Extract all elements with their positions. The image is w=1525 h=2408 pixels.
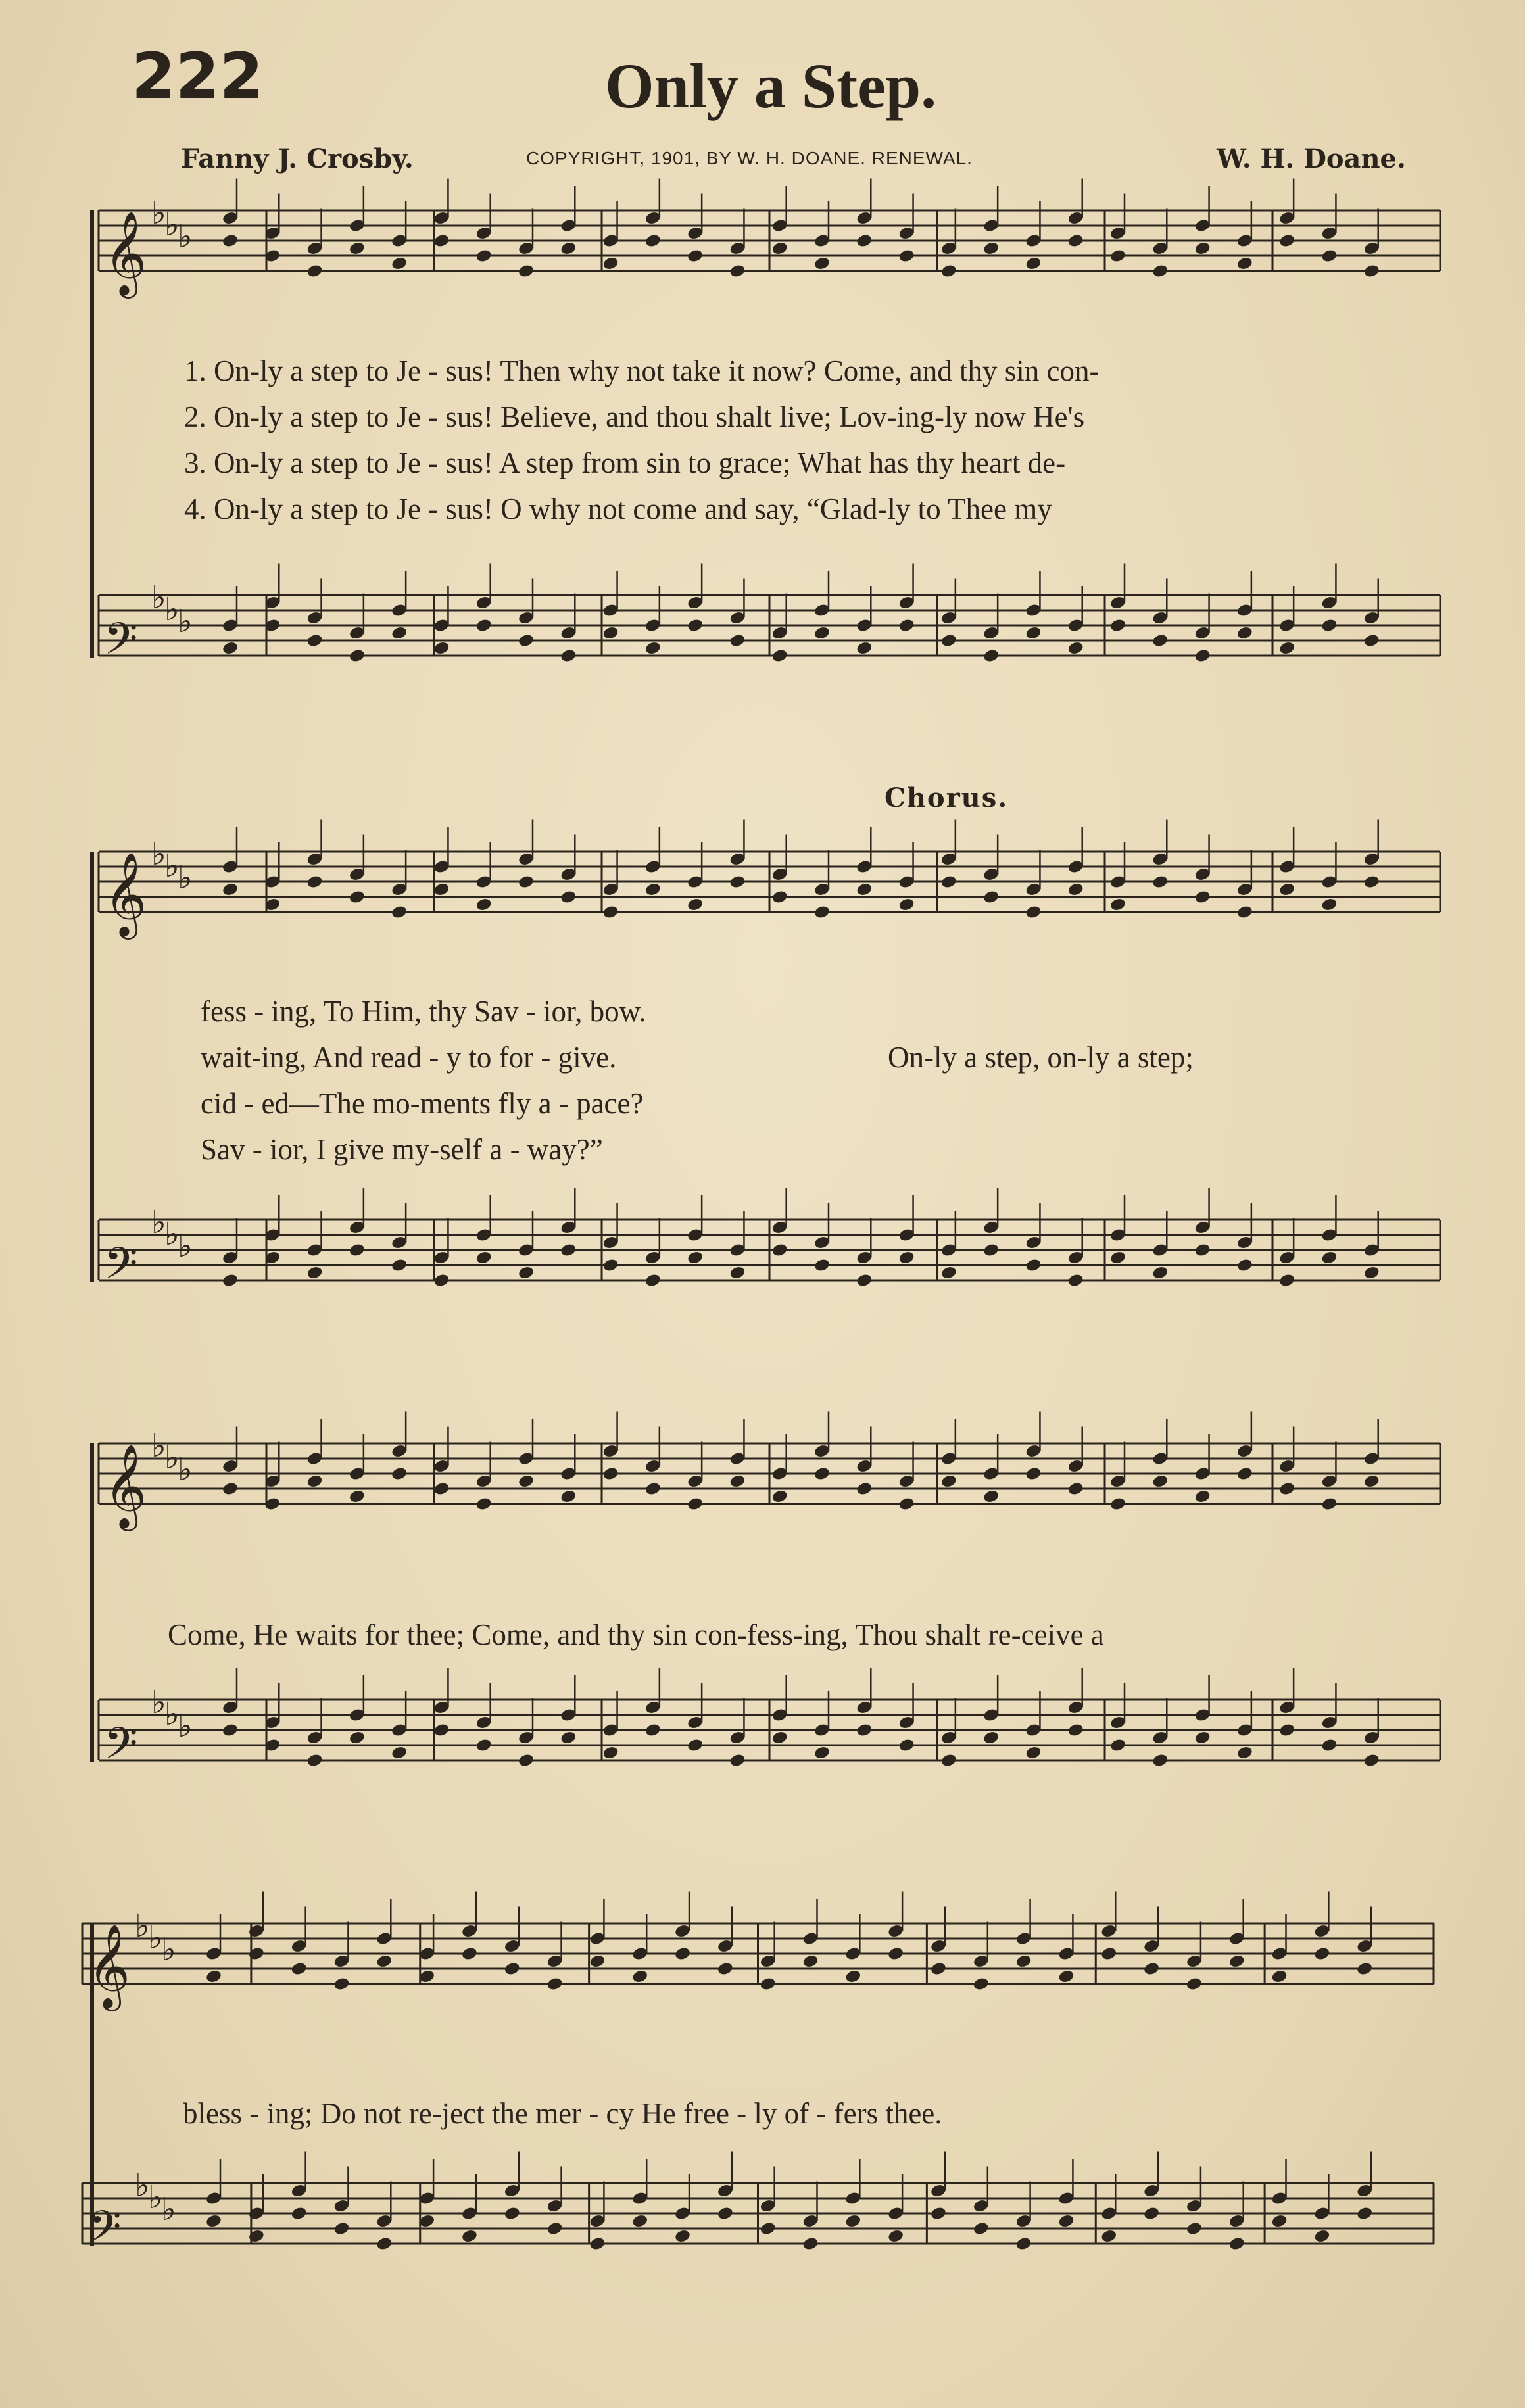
note-head — [813, 1466, 831, 1481]
note-head — [940, 633, 957, 648]
note-head — [1236, 256, 1253, 271]
note-head — [973, 1977, 990, 1992]
note-head — [504, 2206, 521, 2221]
system4-line: bless - ing; Do not re-ject the mer - cy He free - ly of - fers thee. — [183, 2097, 942, 2130]
treble-clef-icon: 𝄞 — [104, 852, 147, 936]
note-head — [1151, 633, 1169, 648]
note-head — [546, 1977, 563, 1992]
note-head — [222, 1481, 239, 1497]
note-head — [844, 1969, 861, 1984]
page-number: 222 — [132, 39, 264, 113]
note-head — [729, 264, 746, 279]
treble-clef-icon: 𝄞 — [87, 1923, 131, 2008]
note-head — [1067, 882, 1084, 897]
note-head — [813, 256, 831, 271]
note-head — [518, 633, 535, 648]
note-head — [729, 875, 746, 890]
note-head — [291, 2206, 308, 2221]
note-head — [729, 1474, 746, 1489]
note-head — [771, 648, 788, 663]
note-head — [898, 1738, 915, 1753]
note-head — [674, 2228, 691, 2244]
note-head — [1025, 1258, 1042, 1273]
note-head — [546, 2221, 563, 2236]
note-head — [518, 1265, 535, 1280]
note-head — [1236, 905, 1253, 920]
note-head — [349, 1489, 366, 1504]
note-head — [205, 2213, 222, 2228]
flat-icon: ♭ — [178, 1708, 193, 1745]
note-head — [631, 2213, 648, 2228]
note-head — [375, 2236, 393, 2251]
note-head — [1109, 249, 1126, 264]
note-head — [898, 1497, 915, 1512]
note-head — [813, 1258, 831, 1273]
flat-icon: ♭ — [151, 1428, 166, 1464]
note-head — [1320, 1250, 1338, 1265]
note-head — [930, 2206, 947, 2221]
note-head — [433, 882, 450, 897]
note-head — [1109, 618, 1126, 633]
note-head — [1194, 1243, 1211, 1258]
author-credit: Fanny J. Crosby. — [181, 143, 414, 174]
note-head — [433, 640, 450, 656]
note-head — [1025, 905, 1042, 920]
note-head — [687, 1250, 704, 1265]
note-head — [802, 2236, 819, 2251]
note-head — [291, 1962, 308, 1977]
note-head — [973, 2221, 990, 2236]
note-head — [856, 640, 873, 656]
note-head — [1143, 2206, 1160, 2221]
note-head — [813, 1745, 831, 1760]
note-head — [306, 633, 323, 648]
note-head — [1356, 1962, 1373, 1977]
flat-icon: ♭ — [164, 591, 180, 628]
flat-icon: ♭ — [135, 2167, 150, 2204]
note-head — [1313, 1946, 1330, 1962]
note-head — [306, 1265, 323, 1280]
note-head — [1025, 625, 1042, 640]
note-head — [349, 1730, 366, 1745]
note-head — [687, 618, 704, 633]
note-head — [391, 1258, 408, 1273]
note-head — [602, 1258, 619, 1273]
note-head — [602, 256, 619, 271]
note-head — [856, 233, 873, 249]
note-head — [687, 897, 704, 912]
note-head — [222, 233, 239, 249]
note-head — [644, 640, 662, 656]
note-head — [333, 2221, 350, 2236]
note-head — [1320, 1497, 1338, 1512]
note-head — [771, 1243, 788, 1258]
note-head — [1151, 875, 1169, 890]
note-head — [504, 1962, 521, 1977]
note-head — [222, 882, 239, 897]
note-head — [1320, 618, 1338, 633]
note-head — [898, 249, 915, 264]
note-head — [1278, 233, 1295, 249]
treble-clef-icon: 𝄞 — [104, 1443, 147, 1528]
note-head — [205, 1969, 222, 1984]
note-head — [1025, 1745, 1042, 1760]
flat-icon: ♭ — [164, 206, 180, 243]
note-head — [1320, 1738, 1338, 1753]
note-head — [856, 882, 873, 897]
note-head — [644, 1273, 662, 1288]
note-head — [1194, 241, 1211, 256]
note-head — [433, 1723, 450, 1738]
note-head — [475, 249, 493, 264]
note-head — [1067, 1723, 1084, 1738]
note-head — [1151, 264, 1169, 279]
note-head — [717, 1962, 734, 1977]
note-head — [1356, 2206, 1373, 2221]
note-head — [898, 1250, 915, 1265]
flat-icon: ♭ — [164, 1696, 180, 1733]
note-head — [887, 2228, 904, 2244]
note-head — [813, 625, 831, 640]
note-head — [1186, 1977, 1203, 1992]
note-head — [1100, 1946, 1117, 1962]
note-head — [1313, 2228, 1330, 2244]
note-head — [844, 2213, 861, 2228]
note-head — [1015, 1954, 1032, 1969]
note-head — [433, 1273, 450, 1288]
note-head — [887, 1946, 904, 1962]
note-head — [433, 1481, 450, 1497]
note-head — [1271, 2213, 1288, 2228]
note-head — [1151, 1753, 1169, 1768]
chorus-label: Chorus. — [884, 783, 1009, 813]
note-head — [1186, 2221, 1203, 2236]
note-head — [560, 890, 577, 905]
note-head — [560, 241, 577, 256]
note-head — [518, 264, 535, 279]
flat-icon: ♭ — [161, 1931, 176, 1968]
note-head — [644, 233, 662, 249]
note-head — [461, 1946, 478, 1962]
note-head — [760, 1977, 777, 1992]
note-head — [856, 1273, 873, 1288]
note-head — [1109, 1738, 1126, 1753]
flat-icon: ♭ — [161, 2191, 176, 2228]
treble-clef-icon: 𝄞 — [104, 210, 147, 295]
flat-icon: ♭ — [151, 1204, 166, 1241]
note-head — [602, 1466, 619, 1481]
note-head — [982, 1730, 1000, 1745]
flat-icon: ♭ — [148, 2179, 163, 2216]
note-head — [802, 1954, 819, 1969]
verse-line-1: 1. On-ly a step to Je - sus! Then why not take it now? Come, and thy sin con- — [184, 354, 1100, 387]
note-head — [1067, 233, 1084, 249]
note-head — [1278, 640, 1295, 656]
flat-icon: ♭ — [164, 1439, 180, 1476]
note-head — [222, 640, 239, 656]
chorus-start-line: On-ly a step, on-ly a step; — [888, 1041, 1194, 1074]
system3-line: Come, He waits for thee; Come, and thy sin con-fess-ing, Thou shalt re-ceive a — [168, 1618, 1104, 1651]
note-head — [771, 241, 788, 256]
note-head — [349, 1243, 366, 1258]
note-head — [475, 1497, 493, 1512]
flat-icon: ♭ — [178, 603, 193, 640]
flat-icon: ♭ — [151, 1684, 166, 1721]
note-head — [1236, 1466, 1253, 1481]
note-head — [1194, 1489, 1211, 1504]
note-head — [391, 905, 408, 920]
note-head — [729, 1753, 746, 1768]
flat-icon: ♭ — [135, 1908, 150, 1944]
note-head — [729, 1265, 746, 1280]
note-head — [930, 1962, 947, 1977]
note-head — [813, 905, 831, 920]
note-head — [771, 1489, 788, 1504]
note-head — [1363, 264, 1380, 279]
note-head — [1363, 1753, 1380, 1768]
note-head — [1151, 1474, 1169, 1489]
system2-line-2: wait-ing, And read - y to for - give. — [201, 1041, 617, 1074]
note-head — [1236, 625, 1253, 640]
note-head — [940, 1753, 957, 1768]
note-head — [1320, 897, 1338, 912]
note-head — [602, 905, 619, 920]
note-head — [1194, 890, 1211, 905]
note-head — [982, 241, 1000, 256]
note-head — [856, 1481, 873, 1497]
note-head — [475, 618, 493, 633]
note-head — [1100, 2228, 1117, 2244]
note-head — [602, 1745, 619, 1760]
bass-clef-icon: 𝄢 — [104, 1238, 138, 1299]
note-head — [1067, 1273, 1084, 1288]
note-head — [687, 1497, 704, 1512]
note-head — [1363, 1265, 1380, 1280]
flat-icon: ♭ — [178, 1451, 193, 1488]
note-head — [982, 1489, 1000, 1504]
note-head — [560, 1489, 577, 1504]
verse-line-3: 3. On-ly a step to Je - sus! A step from sin to grace; What has thy heart de- — [184, 446, 1066, 479]
note-head — [1236, 1745, 1253, 1760]
note-head — [306, 1474, 323, 1489]
note-head — [560, 1243, 577, 1258]
note-head — [1228, 2236, 1246, 2251]
note-head — [391, 1466, 408, 1481]
note-head — [1109, 897, 1126, 912]
note-head — [1194, 1730, 1211, 1745]
note-head — [349, 648, 366, 663]
flat-icon: ♭ — [178, 1228, 193, 1264]
flat-icon: ♭ — [178, 218, 193, 255]
note-head — [560, 648, 577, 663]
note-head — [349, 890, 366, 905]
note-head — [518, 1753, 535, 1768]
note-head — [1363, 633, 1380, 648]
note-head — [602, 625, 619, 640]
note-head — [717, 2206, 734, 2221]
bass-clef-icon: 𝄢 — [104, 614, 138, 675]
note-head — [1278, 882, 1295, 897]
note-head — [674, 1946, 691, 1962]
note-head — [475, 897, 493, 912]
copyright-notice: COPYRIGHT, 1901, BY W. H. DOANE. RENEWAL. — [526, 148, 973, 168]
note-head — [1278, 1273, 1295, 1288]
note-head — [391, 1745, 408, 1760]
system2-line-1: fess - ing, To Him, thy Sav - ior, bow. — [201, 995, 646, 1028]
note-head — [433, 233, 450, 249]
verse-line-4: 4. On-ly a step to Je - sus! O why not come and say, “Glad-ly to Thee my — [184, 493, 1052, 525]
note-head — [589, 1954, 606, 1969]
flat-icon: ♭ — [151, 836, 166, 873]
note-head — [1057, 2213, 1075, 2228]
note-head — [982, 1243, 1000, 1258]
note-head — [687, 1738, 704, 1753]
note-head — [1363, 1474, 1380, 1489]
note-head — [687, 249, 704, 264]
note-head — [222, 1273, 239, 1288]
hymn-title: Only a Step. — [605, 51, 937, 121]
note-head — [1143, 1962, 1160, 1977]
note-head — [461, 2228, 478, 2244]
note-head — [940, 1474, 957, 1489]
note-head — [391, 256, 408, 271]
note-head — [1067, 1481, 1084, 1497]
note-head — [306, 1753, 323, 1768]
note-head — [1194, 648, 1211, 663]
note-head — [1025, 256, 1042, 271]
flat-icon: ♭ — [151, 195, 166, 231]
note-head — [518, 875, 535, 890]
note-head — [898, 618, 915, 633]
note-head — [1067, 640, 1084, 656]
note-head — [1363, 875, 1380, 890]
note-head — [1320, 249, 1338, 264]
flat-icon: ♭ — [164, 1216, 180, 1253]
note-head — [1278, 1723, 1295, 1738]
note-head — [589, 2236, 606, 2251]
note-head — [1271, 1969, 1288, 1984]
flat-icon: ♭ — [151, 579, 166, 616]
note-head — [375, 1954, 393, 1969]
note-head — [560, 1730, 577, 1745]
note-head — [940, 264, 957, 279]
note-head — [391, 625, 408, 640]
note-head — [940, 1265, 957, 1280]
note-head — [1278, 1481, 1295, 1497]
note-head — [729, 633, 746, 648]
note-head — [1057, 1969, 1075, 1984]
flat-icon: ♭ — [148, 1919, 163, 1956]
note-head — [771, 1730, 788, 1745]
note-head — [475, 1250, 493, 1265]
note-head — [771, 890, 788, 905]
bass-clef-icon: 𝄢 — [87, 2202, 122, 2263]
system2-line-3: cid - ed—The mo-ments fly a - pace? — [201, 1087, 644, 1120]
verse-line-2: 2. On-ly a step to Je - sus! Believe, and thou shalt live; Lov-ing-ly now He's — [184, 400, 1085, 433]
note-head — [760, 2221, 777, 2236]
note-head — [1236, 1258, 1253, 1273]
note-head — [644, 1723, 662, 1738]
note-head — [982, 648, 1000, 663]
note-head — [1025, 1466, 1042, 1481]
note-head — [333, 1977, 350, 1992]
note-head — [518, 1474, 535, 1489]
note-head — [644, 882, 662, 897]
note-head — [1151, 1265, 1169, 1280]
note-head — [306, 875, 323, 890]
note-head — [644, 1481, 662, 1497]
note-head — [631, 1969, 648, 1984]
note-head — [898, 897, 915, 912]
note-head — [1109, 1497, 1126, 1512]
note-head — [856, 1723, 873, 1738]
note-head — [222, 1723, 239, 1738]
note-head — [1015, 2236, 1032, 2251]
bass-clef-icon: 𝄢 — [104, 1718, 138, 1779]
note-head — [1109, 1250, 1126, 1265]
note-head — [349, 241, 366, 256]
note-head — [982, 890, 1000, 905]
composer-credit: W. H. Doane. — [1217, 143, 1406, 174]
note-head — [1228, 1954, 1246, 1969]
note-head — [475, 1738, 493, 1753]
flat-icon: ♭ — [178, 859, 193, 896]
note-head — [940, 875, 957, 890]
flat-icon: ♭ — [164, 848, 180, 884]
system2-line-4: Sav - ior, I give my-self a - way?” — [201, 1133, 603, 1166]
note-head — [306, 264, 323, 279]
